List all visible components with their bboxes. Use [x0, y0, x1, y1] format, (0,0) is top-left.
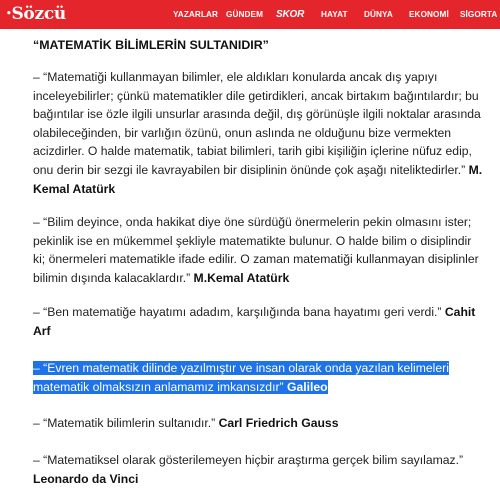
quote-line: – “Matematik bilimlerin sultanıdır.” — [33, 416, 216, 430]
nav-item-sigorta[interactable]: SİGORTA — [460, 10, 498, 19]
quote-paragraph — [33, 303, 478, 340]
quote-line: pekinlik ise en mükemmel şekliyle matematikte bulunur. O halde bilim o disiplindir — [33, 233, 472, 248]
quote-paragraph — [33, 451, 478, 488]
nav-item-gundem[interactable]: GÜNDEM — [226, 10, 263, 19]
quote-line: – “Bilim deyince, onda hakikat diye öne sürdüğü önermelerin pekin olmasını ister; — [33, 215, 472, 229]
quote-line: olabileceğinden, bir varlığın özünü, onun aslında ne olduğunu bize vermekten — [33, 125, 452, 140]
article-heading: “MATEMATİK BİLİMLERİN SULTANIDIR” — [33, 38, 269, 52]
quote-line: – “Ben matematiğe hayatımı adadım, karşılığında bana hayatımı geri verdi.” — [33, 305, 442, 319]
quote-author: Leonardo da Vinci — [33, 471, 139, 486]
quote-author: Cahit — [444, 305, 476, 319]
quote-line: inceleyebilirler; çünkü matematikler dile getirdikleri, ancak birtakım bağıntılardır; bu — [33, 88, 479, 103]
quote-paragraph — [33, 68, 483, 198]
quote-author: Arf — [33, 323, 51, 338]
main-nav — [0, 0, 500, 29]
quote-line: ki; önermeleri matematikle ifade edilir. O zaman matematiği kullanmayan disiplinler — [33, 252, 479, 267]
quote-paragraph-selected — [33, 359, 478, 396]
nav-item-dunya[interactable]: DÜNYA — [364, 10, 393, 19]
quote-author: Carl Friedrich Gauss — [218, 416, 339, 430]
nav-item-skor[interactable]: SKOR — [276, 9, 305, 20]
quote-line: acizdirler. O halde matematik, tabiat bilimleri, tarih gibi kişiliğin içlerine nüfuz edip, — [33, 144, 472, 159]
logo-mark: • — [6, 9, 12, 19]
quote-line: bilimin dışında kalacaklardır.” — [33, 270, 191, 285]
quote-line: – “Matematiği kullanmayan bilimler, ele aldıkları konularda ancak dış yapıyı — [33, 70, 438, 84]
quote-line: – “Evren matematik dilinde yazılmıştır ve insan olarak onda yazılan kelimeleri — [33, 361, 449, 375]
quote-line: – “Matematiksel olarak gösterilemeyen hiçbir araştırma gerçek bilim sayılamaz.” — [33, 453, 464, 467]
quote-author: Kemal Atatürk — [33, 181, 116, 196]
logo-text: Sözcü — [11, 4, 66, 24]
quote-author: M. — [468, 162, 483, 177]
quote-author: Galileo — [286, 379, 328, 394]
top-navigation-bar — [0, 0, 500, 29]
nav-item-hayat[interactable]: HAYAT — [321, 10, 348, 19]
quote-line: onu derin bir sezgi ile kavrayabilen bir disiplinin önünde çok aşağı niteliktedirler.” — [33, 162, 466, 177]
quote-author: M.Kemal Atatürk — [193, 270, 290, 285]
nav-item-yazarlar[interactable]: YAZARLAR — [173, 10, 219, 19]
quote-line: bağıntılar ise özle ilgili unsurlar arasında değil, dış görünüşle ilgili noktalar arasında — [33, 107, 481, 122]
nav-item-ekonomi[interactable]: EKONOMİ — [409, 10, 449, 19]
quote-paragraph — [33, 213, 478, 287]
quote-paragraph — [33, 414, 478, 433]
quote-line: matematik olmaksızın anlamamız imkansızdır” — [33, 379, 284, 394]
